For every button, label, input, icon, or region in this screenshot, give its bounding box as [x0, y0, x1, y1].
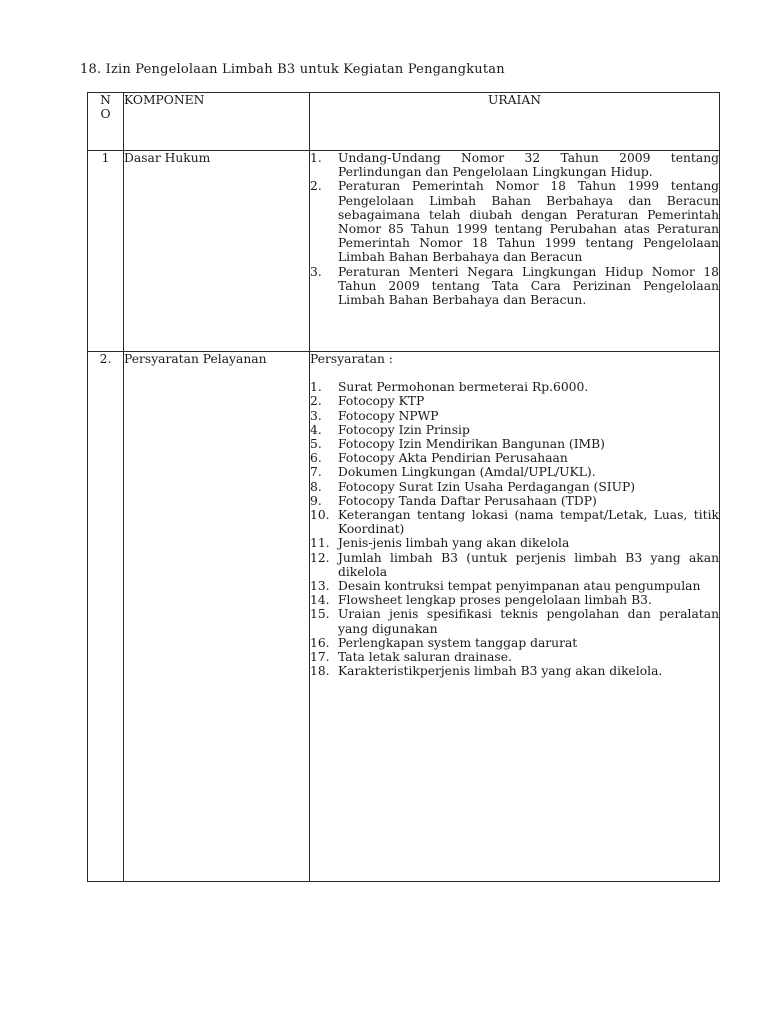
list-item-number: 8. — [310, 479, 322, 494]
list-item — [310, 636, 719, 650]
header-no-line2: O — [100, 107, 111, 121]
requirements-intro: Persyaratan : — [310, 352, 393, 366]
header-uraian: URAIAN — [310, 93, 720, 151]
list-item — [310, 437, 719, 451]
list-item-text: Fotocopy KTP — [338, 394, 425, 409]
list-item-text: Karakteristikperjenis limbah B3 yang akan dikelola. — [338, 664, 663, 679]
list-item-number: 17. — [310, 650, 330, 665]
document-title: 18. Izin Pengelolaan Limbah B3 untuk Kegiatan Pengangkutan — [80, 62, 505, 77]
list-item — [310, 593, 719, 607]
list-item — [310, 664, 719, 678]
list-item — [310, 551, 719, 579]
legal-basis-list — [310, 151, 719, 307]
list-item-number: 2. — [310, 179, 322, 194]
list-item-text: Surat Permohonan bermeterai Rp.6000. — [338, 380, 589, 395]
row-uraian — [310, 352, 720, 882]
list-item-text: Fotocopy Surat Izin Usaha Perdagangan (SIUP) — [338, 479, 636, 494]
list-item-text: Fotocopy Izin Prinsip — [338, 422, 470, 437]
list-item — [310, 179, 719, 264]
list-item-number: 1. — [310, 380, 322, 395]
list-item-text: Undang-Undang Nomor 32 Tahun 2009 tentang Perlindungan dan Pengelolaan Lingkungan Hidup. — [338, 151, 719, 180]
header-no — [88, 93, 124, 151]
table-row — [88, 352, 720, 882]
list-item-text: Keterangan tentang lokasi (nama tempat/Letak, Luas, titik Koordinat) — [338, 508, 719, 537]
list-item-text: Peraturan Menteri Negara Lingkungan Hidup Nomor 18 Tahun 2009 tentang Tata Cara Perizinan Pengelolaan Limbah Bahan Berbahaya dan Beracun. — [338, 264, 719, 308]
list-item — [310, 508, 719, 536]
list-item-number: 6. — [310, 451, 322, 466]
requirements-table — [87, 92, 720, 882]
header-no-line1: N — [100, 93, 111, 107]
list-item — [310, 607, 719, 635]
list-item-number: 1. — [310, 151, 322, 165]
list-item — [310, 650, 719, 664]
list-item-number: 15. — [310, 607, 330, 622]
list-item — [310, 151, 719, 179]
list-item-text: Desain kontruksi tempat penyimpanan atau pengumpulan — [338, 579, 701, 594]
list-item-number: 11. — [310, 536, 330, 551]
list-item-text: Peraturan Pemerintah Nomor 18 Tahun 1999 tentang Pengelolaan Limbah Bahan Berbahaya dan Beracun sebagaimana telah diubah dengan Peraturan Pemerintah Nomor 85 Tahun 1999 tentang Perubahan atas Peraturan Pemerintah Nomor 18 Tahun 1999 tentang Pengelolaan Limbah Bahan Berbahaya dan Beracun — [338, 179, 719, 265]
table-row — [88, 151, 720, 352]
list-item-text: Fotocopy Akta Pendirian Perusahaan — [338, 451, 568, 466]
list-item — [310, 465, 719, 479]
list-item-text: Tata letak saluran drainase. — [338, 650, 512, 665]
list-item-text: Fotocopy Izin Mendirikan Bangunan (IMB) — [338, 437, 605, 452]
list-item — [310, 579, 719, 593]
list-item — [310, 494, 719, 508]
list-item-number: 2. — [310, 394, 322, 409]
list-item-number: 12. — [310, 550, 330, 565]
row-komponen: Persyaratan Pelayanan — [124, 352, 310, 882]
list-item-number: 14. — [310, 593, 330, 608]
list-item — [310, 380, 719, 394]
list-item-text: Perlengkapan system tanggap darurat — [338, 635, 578, 650]
list-item-number: 3. — [310, 264, 322, 279]
requirements-list — [310, 380, 719, 678]
row-number: 1 — [88, 151, 124, 352]
list-item-text: Flowsheet lengkap proses pengelolaan limbah B3. — [338, 593, 652, 608]
list-item-text: Jumlah limbah B3 (untuk perjenis limbah B3 yang akan dikelola — [338, 550, 719, 579]
list-item-text: Uraian jenis spesifikasi teknis pengolahan dan peralatan yang digunakan — [338, 607, 719, 636]
table-header-row — [88, 93, 720, 151]
list-item-number: 3. — [310, 408, 322, 423]
list-item-number: 7. — [310, 465, 322, 480]
header-komponen: KOMPONEN — [124, 93, 310, 151]
list-item-number: 18. — [310, 664, 330, 679]
list-item-number: 9. — [310, 493, 322, 508]
row-number: 2. — [88, 352, 124, 882]
list-item — [310, 394, 719, 408]
row-uraian — [310, 151, 720, 352]
list-item-number: 4. — [310, 422, 322, 437]
list-item-number: 16. — [310, 635, 330, 650]
list-item-text: Jenis-jenis limbah yang akan dikelola — [338, 536, 570, 551]
list-item — [310, 423, 719, 437]
list-item-text: Dokumen Lingkungan (Amdal/UPL/UKL). — [338, 465, 596, 480]
list-item-number: 5. — [310, 437, 322, 452]
list-item — [310, 480, 719, 494]
list-item — [310, 409, 719, 423]
list-item-text: Fotocopy NPWP — [338, 408, 439, 423]
list-item — [310, 451, 719, 465]
list-item-text: Fotocopy Tanda Daftar Perusahaan (TDP) — [338, 493, 597, 508]
row-komponen: Dasar Hukum — [124, 151, 310, 352]
list-item-number: 10. — [310, 508, 330, 523]
list-item — [310, 265, 719, 308]
list-item-number: 13. — [310, 579, 330, 594]
list-item — [310, 536, 719, 550]
